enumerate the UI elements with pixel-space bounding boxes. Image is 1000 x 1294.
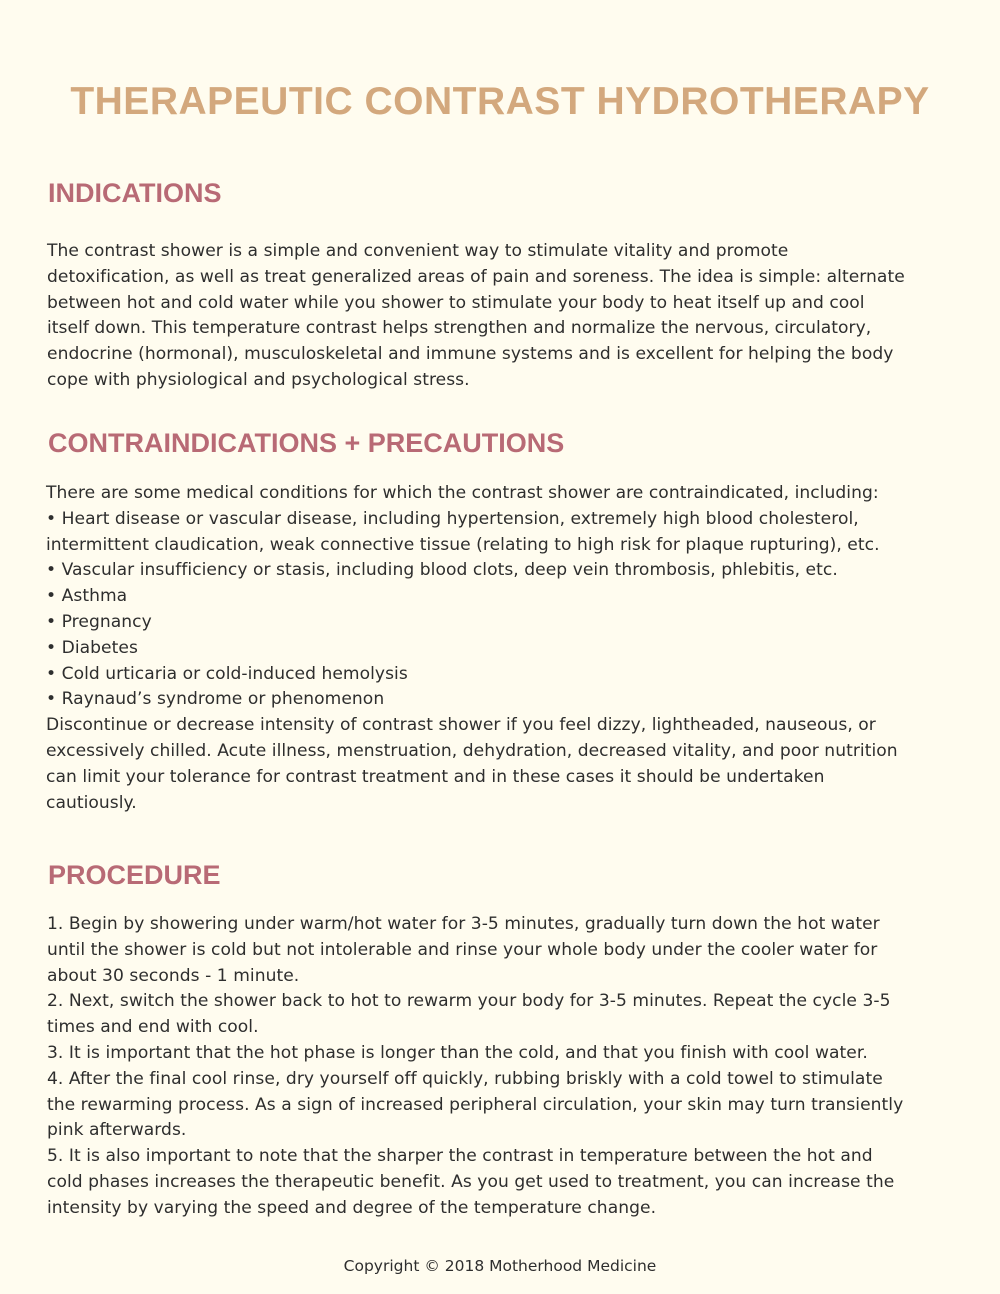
procedure-line: 1. Begin by showering under warm/hot water for 3-5 minutes, gradually turn down the hot water [47,914,880,934]
contraindications-line: can limit your tolerance for contrast treatment and in these cases it should be undertaken [46,766,825,787]
procedure-line: 4. After the final cool rinse, dry yourself off quickly, rubbing briskly with a cold towel to stimulate [47,1068,883,1089]
procedure-line: intensity by varying the speed and degree of the temperature change. [47,1197,657,1218]
procedure-line: pink afterwards. [47,1120,187,1141]
copyright-footer: Copyright © 2018 Motherhood Medicine [343,1257,657,1275]
contraindications-heading: CONTRAINDICATIONS + PRECAUTIONS [48,428,565,458]
indications-line: between hot and cold water while you shower to stimulate your body to heat itself up and cool [47,292,865,313]
procedure-line: cold phases increases the therapeutic benefit. As you get used to treatment, you can increase the [47,1171,895,1192]
indications-heading: INDICATIONS [48,178,222,208]
indications-line: itself down. This temperature contrast helps strengthen and normalize the nervous, circulatory, [47,318,872,339]
contraindications-line: excessively chilled. Acute illness, menstruation, dehydration, decreased vitality, and poor nutrition [46,740,898,761]
procedure-body [47,912,959,1222]
procedure-line: 2. Next, switch the shower back to hot to rewarm your body for 3-5 minutes. Repeat the cycle 3-5 [47,991,891,1012]
contraindications-line: • Diabetes [46,637,138,658]
procedure-line: until the shower is cold but not intolerable and rinse your whole body under the cooler water for [47,939,878,960]
contraindications-line: intermittent claudication, weak connective tissue (relating to high risk for plaque rupturing), etc. [46,534,880,555]
contraindications-line: Discontinue or decrease intensity of contrast shower if you feel dizzy, lightheaded, nauseous, or [46,715,876,736]
procedure-line: times and end with cool. [47,1017,259,1038]
indications-line: cope with physiological and psychological stress. [47,369,470,390]
contraindications-line: • Vascular insufficiency or stasis, including blood clots, deep vein thrombosis, phlebitis, etc. [46,560,838,581]
contraindications-line: • Pregnancy [46,611,152,632]
procedure-line: about 30 seconds - 1 minute. [47,965,300,986]
contraindications-line: • Heart disease or vascular disease, including hypertension, extremely high blood cholesterol, [46,508,859,529]
procedure-line: 5. It is also important to note that the sharper the contrast in temperature between the hot and [47,1146,873,1167]
contraindications-line: • Cold urticaria or cold-induced hemolysis [46,663,408,684]
procedure-heading: PROCEDURE [48,860,221,890]
indications-line: detoxification, as well as treat generalized areas of pain and soreness. The idea is simple: alternate [47,266,905,287]
contraindications-line: • Asthma [46,586,128,607]
document-title: THERAPEUTIC CONTRAST HYDROTHERAPY [70,80,930,123]
indications-line: endocrine (hormonal), musculoskeletal and immune systems and is excellent for helping the body [47,344,894,365]
procedure-line: the rewarming process. As a sign of increased peripheral circulation, your skin may turn transiently [47,1094,904,1115]
indications-line: The contrast shower is a simple and convenient way to stimulate vitality and promote [47,241,789,261]
contraindications-line: cautiously. [46,792,137,813]
contraindications-line: There are some medical conditions for which the contrast shower are contraindicated, including: [46,483,879,503]
procedure-line: 3. It is important that the hot phase is longer than the cold, and that you finish with cool water. [47,1042,868,1063]
indications-body [47,239,959,394]
contraindications-line: • Raynaud’s syndrome or phenomenon [46,689,385,710]
contraindications-body [46,481,958,816]
